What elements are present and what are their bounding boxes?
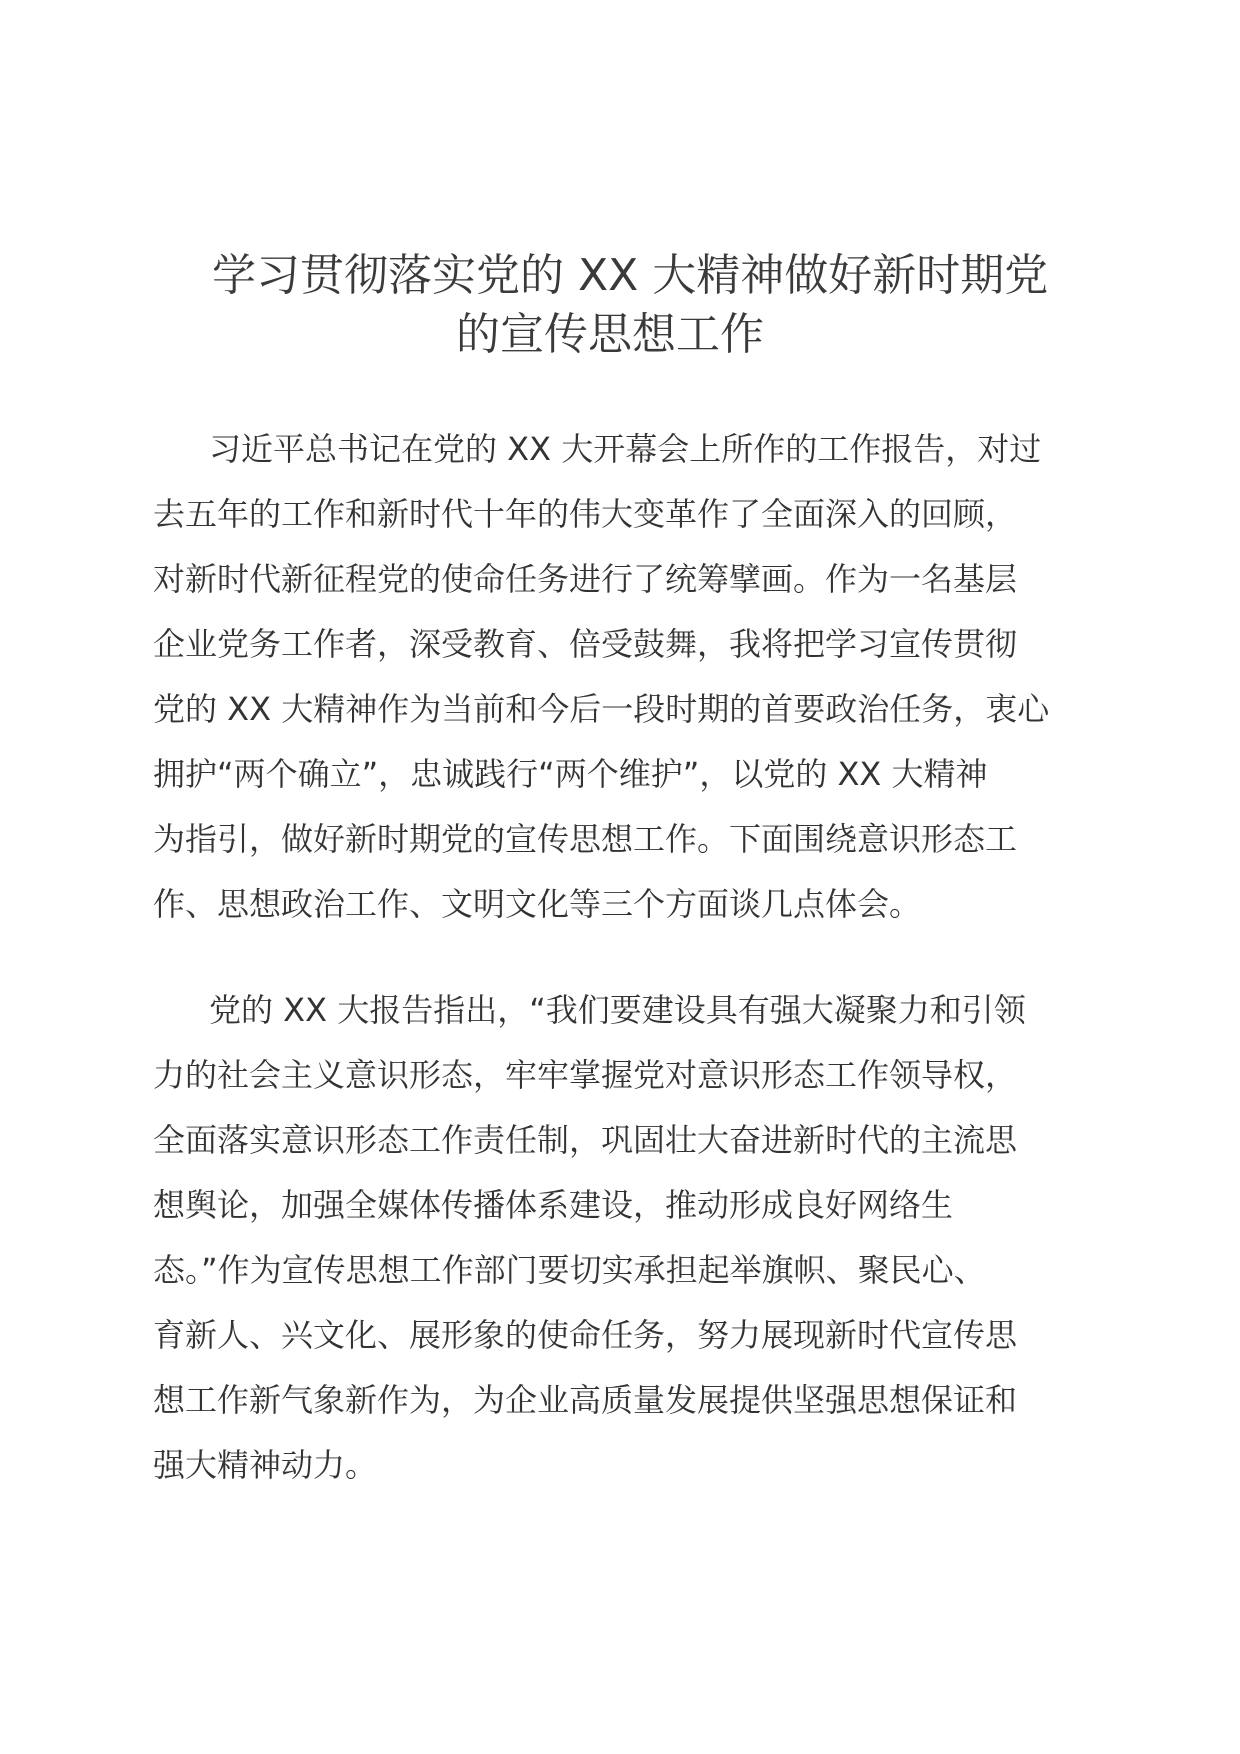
title-line-2: 的宣传思想工作 xyxy=(456,309,764,360)
paragraph-line: 企业党务工作者，深受教育、倍受鼓舞，我将把学习宣传贯彻 xyxy=(153,625,1018,663)
body-paragraph-1 xyxy=(153,417,1083,937)
document-title xyxy=(150,246,1090,364)
paragraph-line: 强大精神动力。 xyxy=(153,1446,378,1484)
paragraph-line: 想舆论，加强全媒体传播体系建设，推动形成良好网络生 xyxy=(153,1186,954,1224)
paragraph-line: 党的 XX 大精神作为当前和今后一段时期的首要政治任务，衷心 xyxy=(153,690,1050,728)
paragraph-line: 习近平总书记在党的 XX 大开幕会上所作的工作报告，对过 xyxy=(209,430,1042,468)
body-paragraph-2 xyxy=(153,978,1083,1498)
paragraph-line: 去五年的工作和新时代十年的伟大变革作了全面深入的回顾， xyxy=(153,495,1018,533)
paragraph-line: 拥护“两个确立”，忠诚践行“两个维护”，以党的 XX 大精神 xyxy=(153,755,988,793)
title-line-1: 学习贯彻落实党的 XX 大精神做好新时期党 xyxy=(212,250,1049,301)
paragraph-line: 对新时代新征程党的使命任务进行了统筹擘画。作为一名基层 xyxy=(153,560,1018,598)
paragraph-line: 育新人、兴文化、展形象的使命任务，努力展现新时代宣传思 xyxy=(153,1316,1018,1354)
paragraph-line: 全面落实意识形态工作责任制，巩固壮大奋进新时代的主流思 xyxy=(153,1121,1018,1159)
paragraph-line: 作、思想政治工作、文明文化等三个方面谈几点体会。 xyxy=(153,885,922,923)
paragraph-line: 态。”作为宣传思想工作部门要切实承担起举旗帜、聚民心、 xyxy=(153,1251,986,1289)
paragraph-line: 力的社会主义意识形态，牢牢掌握党对意识形态工作领导权， xyxy=(153,1056,1018,1094)
paragraph-line: 想工作新气象新作为，为企业高质量发展提供坚强思想保证和 xyxy=(153,1381,1018,1419)
paragraph-line: 党的 XX 大报告指出，“我们要建设具有强大凝聚力和引领 xyxy=(209,991,1026,1029)
paragraph-line: 为指引，做好新时期党的宣传思想工作。下面围绕意识形态工 xyxy=(153,820,1018,858)
